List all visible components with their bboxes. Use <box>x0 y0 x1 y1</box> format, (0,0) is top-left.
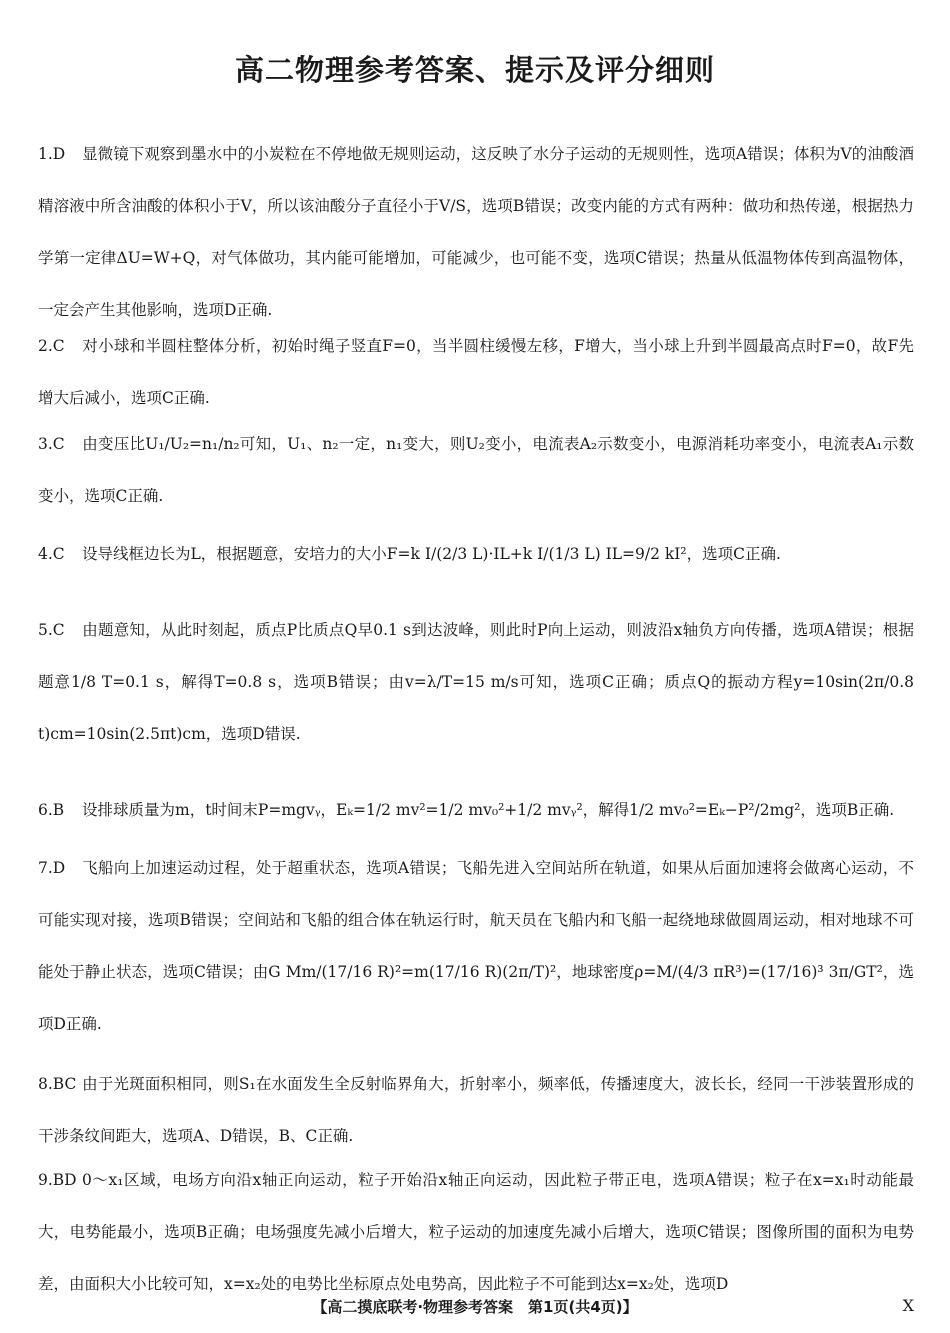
footer-mark: X <box>902 1296 914 1315</box>
answer-number: 6.B <box>38 801 65 819</box>
answer-text: 飞船向上加速运动过程，处于超重状态，选项A错误；飞船先进入空间站所在轨道，如果从后面加速将会做离心运动，不可能实现对接，选项B错误；空间站和飞船的组合体在轨运行时，航天员在飞船内和飞船一起绕地球做圆周运动，相对地球不可能处于静止状态，选项C错误；由G Mm/(17/16 R)²=m(17/16 R)(2π/T)²，地球密度ρ=M/(4/3 πR³)=(17/16)³ 3π/GT²，选项D正确. <box>38 859 914 1033</box>
answer-item <box>38 604 914 760</box>
answer-item <box>38 1154 914 1310</box>
answer-item <box>38 528 914 580</box>
answer-text: 由于光斑面积相同，则S₁在水面发生全反射临界角大，折射率小，频率低，传播速度大，波长长，经同一干涉装置形成的干涉条纹间距大，选项A、D错误，B、C正确. <box>38 1075 914 1145</box>
answer-item <box>38 418 914 522</box>
page-footer: 【高二摸底联考·物理参考答案 第1页(共4页)】 <box>312 1298 638 1316</box>
answer-item <box>38 842 914 1050</box>
answer-number: 1.D <box>38 145 66 163</box>
answer-text: 设导线框边长为L，根据题意，安培力的大小F=k I/(2/3 L)·IL+k I/(1/3 L) IL=9/2 kI²，选项C正确. <box>82 545 781 563</box>
answer-text: 对小球和半圆柱整体分析，初始时绳子竖直F=0，当半圆柱缓慢左移，F增大，当小球上升到半圆最高点时F=0，故F先增大后减小，选项C正确. <box>38 337 914 407</box>
answer-number: 8.BC <box>38 1075 77 1093</box>
page-title: 高二物理参考答案、提示及评分细则 <box>234 53 715 87</box>
answer-item <box>38 128 914 336</box>
answer-item <box>38 320 914 424</box>
answer-number: 7.D <box>38 859 66 877</box>
answer-number: 4.C <box>38 545 65 563</box>
answer-text: 0～x₁区域，电场方向沿x轴正向运动，粒子开始沿x轴正向运动，因此粒子带正电，选项A错误；粒子在x=x₁时动能最大，电势能最小，选项B正确；电场强度先减小后增大，粒子运动的加速度先减小后增大，选项C错误；图像所围的面积为电势差，由面积大小比较可知，x=x₂处的电势比坐标原点处电势高，因此粒子不可能到达x=x₂处，选项D <box>38 1171 914 1293</box>
answer-item <box>38 1058 914 1162</box>
answer-number: 9.BD <box>38 1171 77 1189</box>
answer-text: 设排球质量为m，t时间末P=mgvᵧ，Eₖ=1/2 mv²=1/2 mv₀²+1/2 mvᵧ²，解得1/2 mv₀²=Eₖ−P²/2mg²，选项B正确. <box>82 801 895 819</box>
answer-text: 由题意知，从此时刻起，质点P比质点Q早0.1 s到达波峰，则此时P向上运动，则波沿x轴负方向传播，选项A错误；根据题意1/8 T=0.1 s，解得T=0.8 s，选项B错误；由v=λ/T=15 m/s可知，选项C正确；质点Q的振动方程y=10sin(2π/0.8 t)cm=10sin(2.5πt)cm，选项D错误. <box>38 621 914 743</box>
answer-number: 3.C <box>38 435 65 453</box>
answer-number: 5.C <box>38 621 65 639</box>
answer-item <box>38 784 914 836</box>
answer-number: 2.C <box>38 337 65 355</box>
answer-text: 由变压比U₁/U₂=n₁/n₂可知，U₁、n₂一定，n₁变大，则U₂变小，电流表A₂示数变小，电源消耗功率变小，电流表A₁示数变小，选项C正确. <box>38 435 914 505</box>
answer-text: 显微镜下观察到墨水中的小炭粒在不停地做无规则运动，这反映了水分子运动的无规则性，选项A错误；体积为V的油酸酒精溶液中所含油酸的体积小于V，所以该油酸分子直径小于V/S，选项B错误；改变内能的方式有两种：做功和热传递，根据热力学第一定律ΔU=W+Q，对气体做功，其内能可能增加，可能减少，也可能不变，选项C错误；热量从低温物体传到高温物体，一定会产生其他影响，选项D正确. <box>38 145 914 319</box>
